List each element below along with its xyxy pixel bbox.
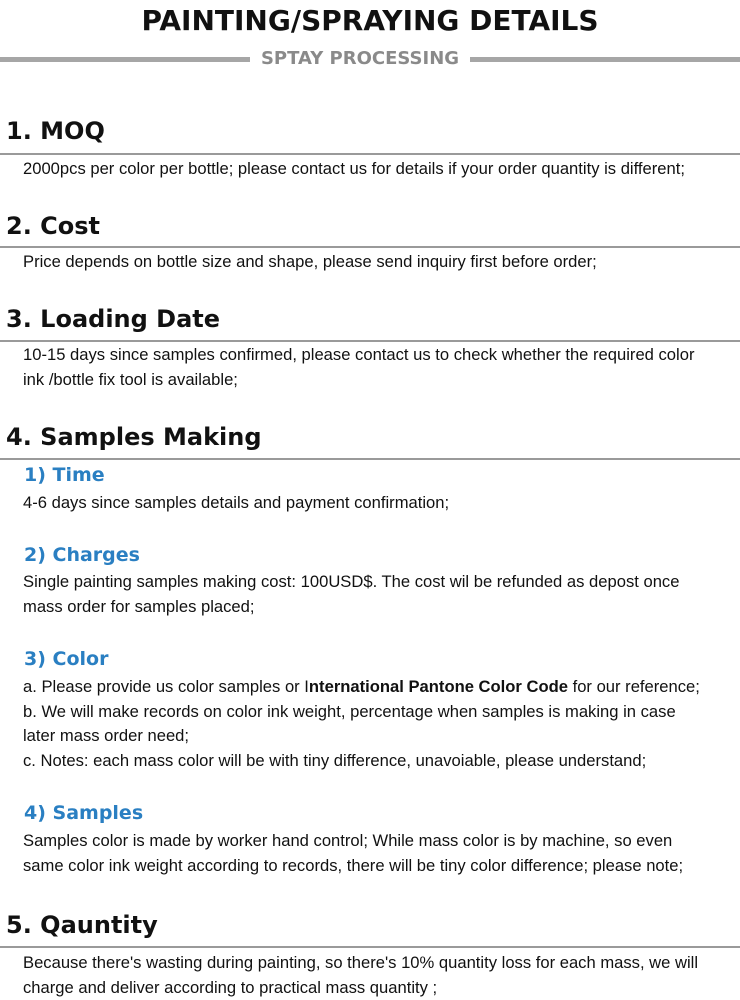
section-body-cost [23, 250, 735, 275]
text-line [23, 675, 735, 700]
section-heading-moq: 1. MOQ [6, 117, 105, 145]
subtitle-banner [0, 46, 740, 76]
section-heading-quantity: 5. Qauntity [6, 911, 158, 939]
section-rule [0, 946, 740, 948]
subsection-heading-charges: 2) Charges [24, 544, 140, 566]
section-heading-cost: 2. Cost [6, 212, 100, 240]
subtitle: SPTAY PROCESSING [250, 48, 470, 69]
text-line: ink /bottle fix tool is available; [23, 368, 735, 393]
text-line: 2000pcs per color per bottle; please contact us for details if your order quantity is different; [23, 157, 735, 182]
subsection-heading-color: 3) Color [24, 648, 108, 670]
section-rule [0, 458, 740, 460]
section-body-moq [23, 157, 735, 182]
section-body-quantity [23, 951, 735, 1000]
text-line: Price depends on bottle size and shape, please send inquiry first before order; [23, 250, 735, 275]
text-line: later mass order need; [23, 724, 735, 749]
page-title: PAINTING/SPRAYING DETAILS [0, 4, 740, 37]
section-rule [0, 340, 740, 342]
text-line: 4-6 days since samples details and payment confirmation; [23, 491, 735, 516]
section-rule [0, 246, 740, 248]
subsection-heading-samples: 4) Samples [24, 802, 143, 824]
text-line: c. Notes: each mass color will be with tiny difference, unavoiable, please understand; [23, 749, 735, 774]
text-line: Single painting samples making cost: 100USD$. The cost wil be refunded as depost once [23, 570, 735, 595]
text-line: Samples color is made by worker hand control; While mass color is by machine, so even [23, 829, 735, 854]
subsection-body-samples [23, 829, 735, 878]
subsection-heading-time: 1) Time [24, 464, 105, 486]
text-line: mass order for samples placed; [23, 595, 735, 620]
text-run: for our reference; [568, 677, 700, 696]
text-line: Because there's wasting during painting, so there's 10% quantity loss for each mass, we will [23, 951, 735, 976]
subsection-body-time [23, 491, 735, 516]
divider-right [470, 57, 740, 62]
section-rule [0, 153, 740, 155]
subsection-body-charges [23, 570, 735, 619]
section-body-loading-date [23, 343, 735, 392]
pantone-emphasis: nternational Pantone Color Code [309, 677, 568, 696]
text-run: a. Please provide us color samples or I [23, 677, 309, 696]
subsection-body-color [23, 675, 735, 773]
text-line: b. We will make records on color ink weight, percentage when samples is making in case [23, 700, 735, 725]
text-line: charge and deliver according to practical mass quantity ; [23, 976, 735, 1000]
section-heading-samples-making: 4. Samples Making [6, 423, 262, 451]
section-heading-loading-date: 3. Loading Date [6, 305, 220, 333]
text-line: same color ink weight according to records, there will be tiny color difference; please note; [23, 854, 735, 879]
divider-left [0, 57, 250, 62]
text-line: 10-15 days since samples confirmed, please contact us to check whether the required color [23, 343, 735, 368]
